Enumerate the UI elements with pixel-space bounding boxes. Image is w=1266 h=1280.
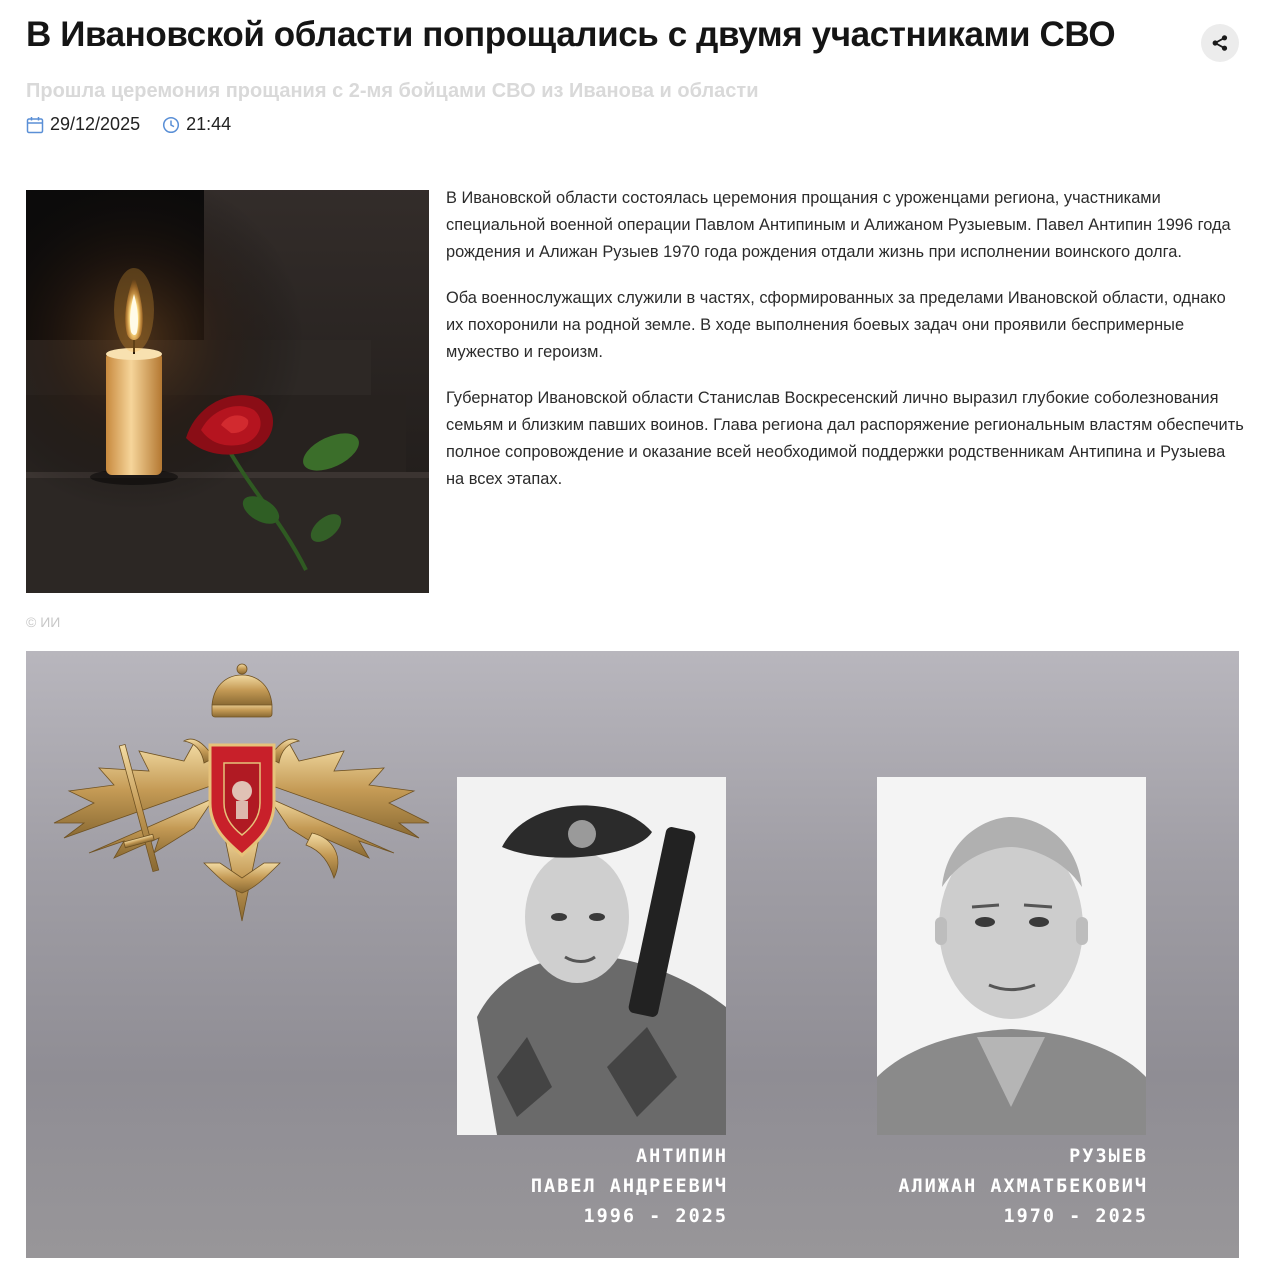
soldier-name: ПАВЕЛ АНДРЕЕВИЧ (530, 1176, 728, 1197)
candle-rose-illustration (26, 190, 429, 593)
soldier-surname: РУЗЫЕВ (1069, 1146, 1148, 1167)
soldier-photo-1 (457, 777, 726, 1135)
calendar-icon (26, 116, 44, 134)
soldier-photo-2 (877, 777, 1146, 1135)
article-image (26, 190, 429, 593)
emblem-icon (44, 663, 439, 928)
time-text: 21:44 (186, 114, 232, 134)
soldier-caption-2 (806, 1142, 1148, 1232)
soldier-years: 1996 - 2025 (583, 1206, 728, 1227)
share-button[interactable] (1201, 24, 1239, 62)
article-paragraph: Оба военнослужащих служили в частях, сформированных за пределами Ивановской области, однако их похоронили на родной земле. В ходе выполнения боевых задач они проявили беспримерные мужество и героизм. (446, 289, 1226, 361)
soldier-surname: АНТИПИН (636, 1146, 728, 1167)
memorial-banner (26, 651, 1239, 1258)
article-paragraph: Губернатор Ивановской области Станислав Воскресенский лично выразил глубокие соболезнования семьям и близким павших воинов. Глава региона дал распоряжение региональным властям обеспечить полное сопровождение и оказание всей необходимой поддержки родственникам Антипина и Рузыева на всех этапах. (446, 389, 1244, 488)
share-icon (1211, 34, 1229, 52)
soldier-name: АЛИЖАН АХМАТБЕКОВИЧ (898, 1176, 1148, 1197)
soldier-years: 1970 - 2025 (1003, 1206, 1148, 1227)
article-title: В Ивановской области попрощались с двумя участниками СВО (26, 15, 1116, 54)
clock-icon (162, 116, 180, 134)
portrait-placeholder (877, 777, 1146, 1135)
article-subtitle: Прошла церемония прощания с 2-мя бойцами СВО из Иванова и области (26, 80, 759, 102)
portrait-placeholder (457, 777, 726, 1135)
publish-date (26, 114, 140, 135)
publish-time (162, 114, 231, 135)
article-meta (26, 114, 253, 135)
article-paragraph: В Ивановской области состоялась церемония прощания с уроженцами региона, участниками специальной военной операции Павлом Антипиным и Алижаном Рузыевым. Павел Антипин 1996 года рождения и Алижан Рузыев 1970 года рождения отдали жизнь при исполнении воинского долга. (446, 189, 1231, 261)
image-credit: © ИИ (26, 614, 61, 630)
article-body (446, 185, 1246, 512)
soldier-caption-1 (406, 1142, 728, 1232)
date-text: 29/12/2025 (50, 114, 141, 134)
